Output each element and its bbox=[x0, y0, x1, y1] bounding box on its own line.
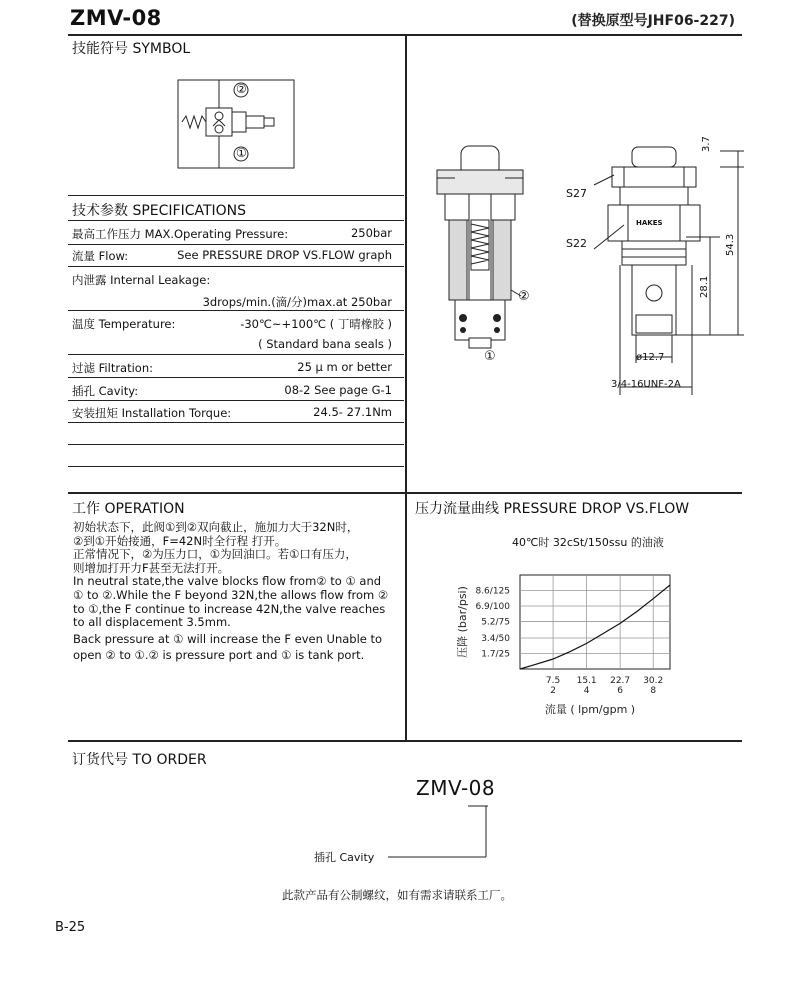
model-title: ZMV-08 bbox=[70, 6, 162, 30]
y-tick-label: 6.9/100 bbox=[475, 602, 510, 613]
operation-line: Back pressure at ① will increase the F even Unable to bbox=[73, 631, 383, 646]
operation-line: to all displacement 3.5mm. bbox=[73, 615, 231, 630]
x-tick-label: 7.5 bbox=[545, 676, 561, 686]
dim-28-1: 28.1 bbox=[699, 275, 710, 298]
operation-line: 则增加打开力F甚至无法打开。 bbox=[73, 560, 230, 575]
x-tick-label: 30.2 bbox=[643, 676, 664, 686]
pressure-flow-title: 压力流量曲线 PRESSURE DROP VS.FLOW bbox=[415, 501, 690, 517]
spec-label: 温度 Temperature: bbox=[72, 317, 176, 331]
mid-rule bbox=[68, 492, 742, 494]
pressure-drop-curve bbox=[520, 585, 670, 669]
spec-label: 插孔 Cavity: bbox=[72, 384, 139, 398]
order-leader bbox=[380, 800, 500, 862]
brand-label: HAKES bbox=[636, 219, 663, 227]
spec-rule bbox=[68, 377, 404, 378]
order-rule bbox=[68, 740, 742, 742]
spec-label: 流量 Flow: bbox=[72, 249, 129, 263]
y-tick-label: 3.4/50 bbox=[481, 633, 510, 644]
metric-note: 此款产品有公制螺纹，如有需求请联系工厂。 bbox=[282, 888, 512, 902]
spec-row bbox=[70, 401, 392, 423]
thread-spec: 3/4-16UNF-2A bbox=[611, 379, 681, 390]
x-tick-label-gpm: 2 bbox=[550, 686, 556, 696]
operation-line: ②到①开始接通，F=42N时全行程 打开。 bbox=[73, 533, 287, 548]
spec-row bbox=[70, 290, 392, 312]
specifications-title: 技术参数 SPECIFICATIONS bbox=[72, 203, 247, 219]
dim-s22: S22 bbox=[566, 237, 587, 250]
spec-row bbox=[70, 356, 392, 378]
spec-label: 最高工作压力 MAX.Operating Pressure: bbox=[72, 227, 289, 241]
dim-54-3: 54.3 bbox=[725, 233, 736, 256]
column-divider bbox=[405, 35, 407, 741]
cavity-label: 插孔 Cavity bbox=[314, 851, 375, 864]
spec-row bbox=[70, 244, 392, 266]
operation-title: 工作 OPERATION bbox=[72, 501, 185, 517]
x-tick-label: 22.7 bbox=[610, 676, 631, 686]
spec-label: 内泄露 Internal Leakage: bbox=[72, 273, 211, 287]
spec-label: 过滤 Filtration: bbox=[72, 361, 154, 375]
chart-caption: 40℃时 32cSt/150ssu 的油液 bbox=[512, 536, 664, 549]
spec-value: See PRESSURE DROP VS.FLOW graph bbox=[177, 248, 392, 262]
spec-value: 25 μ m or better bbox=[297, 360, 392, 374]
spec-value: -30℃~+100℃ ( 丁晴橡胶 ) bbox=[240, 317, 392, 331]
spec-row bbox=[70, 379, 392, 401]
symbol-title: 技能符号 SYMBOL bbox=[72, 41, 191, 57]
spec-value: 08-2 See page G-1 bbox=[284, 383, 392, 397]
symbol-rule bbox=[68, 195, 404, 196]
drawing-port-1: ① bbox=[484, 349, 496, 364]
operation-line: In neutral state,the valve blocks flow from② to ① and bbox=[73, 574, 382, 589]
spec-rule bbox=[68, 444, 404, 445]
drawing-port-2: ② bbox=[518, 289, 530, 304]
x-axis-label: 流量 ( lpm/gpm ) bbox=[544, 703, 636, 716]
y-tick-label: 5.2/75 bbox=[481, 617, 510, 628]
x-tick-label: 15.1 bbox=[576, 676, 597, 686]
y-tick-label: 8.6/125 bbox=[475, 586, 510, 597]
operation-text bbox=[73, 521, 403, 663]
order-title: 订货代号 TO ORDER bbox=[72, 752, 207, 768]
spec-row bbox=[70, 222, 392, 244]
dim-3-7: 3.7 bbox=[701, 136, 712, 152]
y-tick-label: 1.7/25 bbox=[481, 649, 510, 660]
dim-12-7: ø12.7 bbox=[636, 352, 665, 363]
spec-rule bbox=[68, 422, 404, 423]
spec-value: ( Standard bana seals ) bbox=[258, 337, 392, 351]
x-tick-label-gpm: 8 bbox=[650, 686, 657, 696]
spec-value: 250bar bbox=[350, 226, 392, 240]
x-tick-label-gpm: 4 bbox=[583, 686, 590, 696]
operation-line: ① to ②.While the F beyond 32N,the allows flow from ② bbox=[73, 587, 389, 602]
x-tick-label-gpm: 6 bbox=[617, 686, 624, 696]
dim-s27: S27 bbox=[566, 187, 587, 200]
spec-rule bbox=[68, 466, 404, 467]
spec-row bbox=[70, 268, 392, 290]
spec-rule bbox=[68, 310, 404, 311]
plot-frame bbox=[520, 575, 670, 669]
operation-line: open ② to ①.② is pressure port and ① is tank port. bbox=[73, 648, 365, 663]
spec-label: 安装扭矩 Installation Torque: bbox=[72, 406, 232, 420]
spec-row bbox=[70, 312, 392, 334]
spec-value: 24.5- 27.1Nm bbox=[313, 405, 392, 419]
order-code: ZMV-08 bbox=[416, 776, 496, 800]
operation-line: to ①,the F continue to increase 42N,the valve reaches bbox=[73, 601, 386, 616]
spec-value: 3drops/min.(滴/分)max.at 250bar bbox=[202, 295, 392, 309]
spec-rule bbox=[68, 266, 404, 267]
y-axis-label: 压降 (bar/psi) bbox=[456, 586, 469, 658]
page-number: B-25 bbox=[55, 920, 86, 935]
symbol-port-2: ② bbox=[236, 82, 247, 96]
spec-top-rule bbox=[68, 220, 404, 221]
original-model: (替换原型号JHF06-227) bbox=[571, 13, 735, 29]
operation-line: 正常情况下，②为压力口，①为回油口。若①口有压力， bbox=[73, 547, 357, 562]
spec-rule bbox=[68, 354, 404, 355]
operation-line: 初始状态下，此阀①到②双向截止，施加力大于32N时， bbox=[73, 520, 359, 534]
spec-row bbox=[70, 333, 392, 355]
symbol-port-1: ① bbox=[236, 146, 247, 160]
pressure-flow-chart bbox=[440, 560, 700, 730]
valve-cross-section bbox=[425, 140, 545, 370]
